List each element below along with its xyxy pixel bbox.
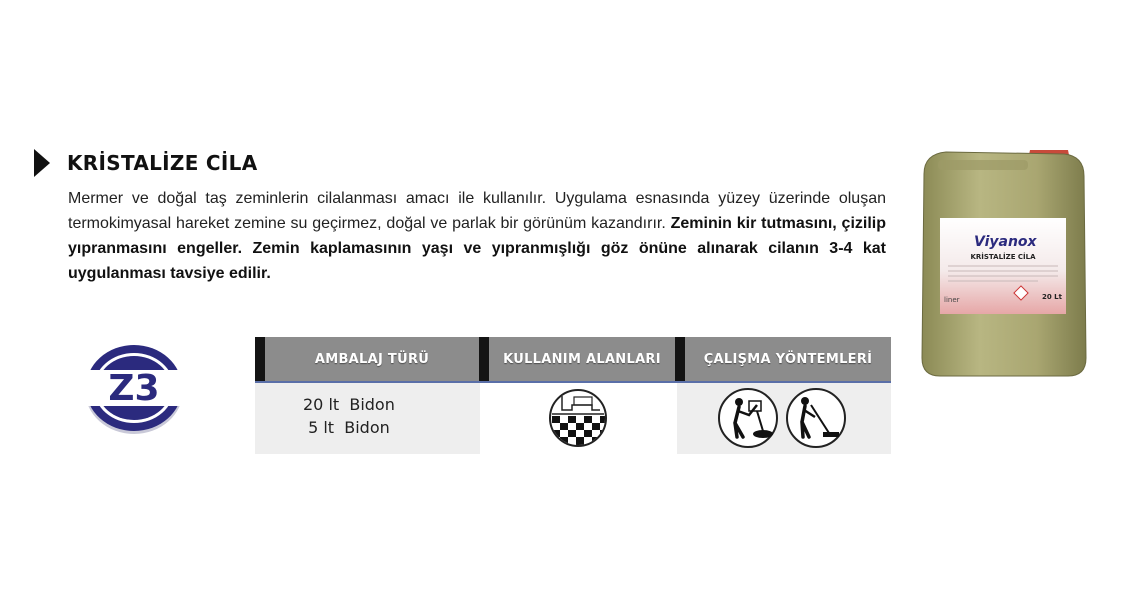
product-company: liner xyxy=(944,296,960,304)
usage-cell xyxy=(480,383,677,454)
floor-machine-operator-icon xyxy=(717,387,779,449)
arrow-bullet-icon xyxy=(34,149,50,177)
header-notch xyxy=(255,337,265,382)
floor-tiles-icon xyxy=(548,388,608,448)
description-bold-text: Zeminin kir tutmasını, çizilip yıpranmasını engeller. Zemin kaplamasının yaşı ve yıpranmışlığı göz önüne alınarak cilanın 3-4 kat uygulanması tavsiye edilir. xyxy=(68,215,886,282)
badge-code: Z3 xyxy=(108,368,160,409)
header-usage: KULLANIM ALANLARI xyxy=(489,337,675,382)
category-badge xyxy=(82,338,186,438)
product-title: KRİSTALİZE CİLA xyxy=(67,151,258,175)
header-notch xyxy=(675,337,685,382)
product-description xyxy=(68,186,886,286)
header-method: ÇALIŞMA YÖNTEMLERİ xyxy=(685,337,891,382)
product-volume: 20 Lt xyxy=(1042,293,1062,301)
product-brand: Viyanox xyxy=(974,234,1037,250)
product-label: KRİSTALİZE CİLA xyxy=(970,253,1036,261)
mop-operator-icon xyxy=(785,387,847,449)
info-table xyxy=(255,337,891,454)
packaging-item: 5 lt Bidon xyxy=(303,418,390,437)
header-packaging: AMBALAJ TÜRÜ xyxy=(265,337,479,382)
method-cell xyxy=(677,383,891,454)
section-title-row xyxy=(34,148,257,178)
product-canister-image xyxy=(918,146,1090,378)
description-text: Mermer ve doğal taş zeminlerin cilalanması amacı ile kullanılır. Uygulama esnasında yüzey üzerinde oluşan termokimyasal hareket zemine su geçirmez, doğal ve parlak bir görünüm kazandırır. xyxy=(68,190,886,232)
packaging-cell xyxy=(255,383,480,454)
packaging-item: 20 lt Bidon xyxy=(303,395,395,414)
header-notch xyxy=(479,337,489,382)
